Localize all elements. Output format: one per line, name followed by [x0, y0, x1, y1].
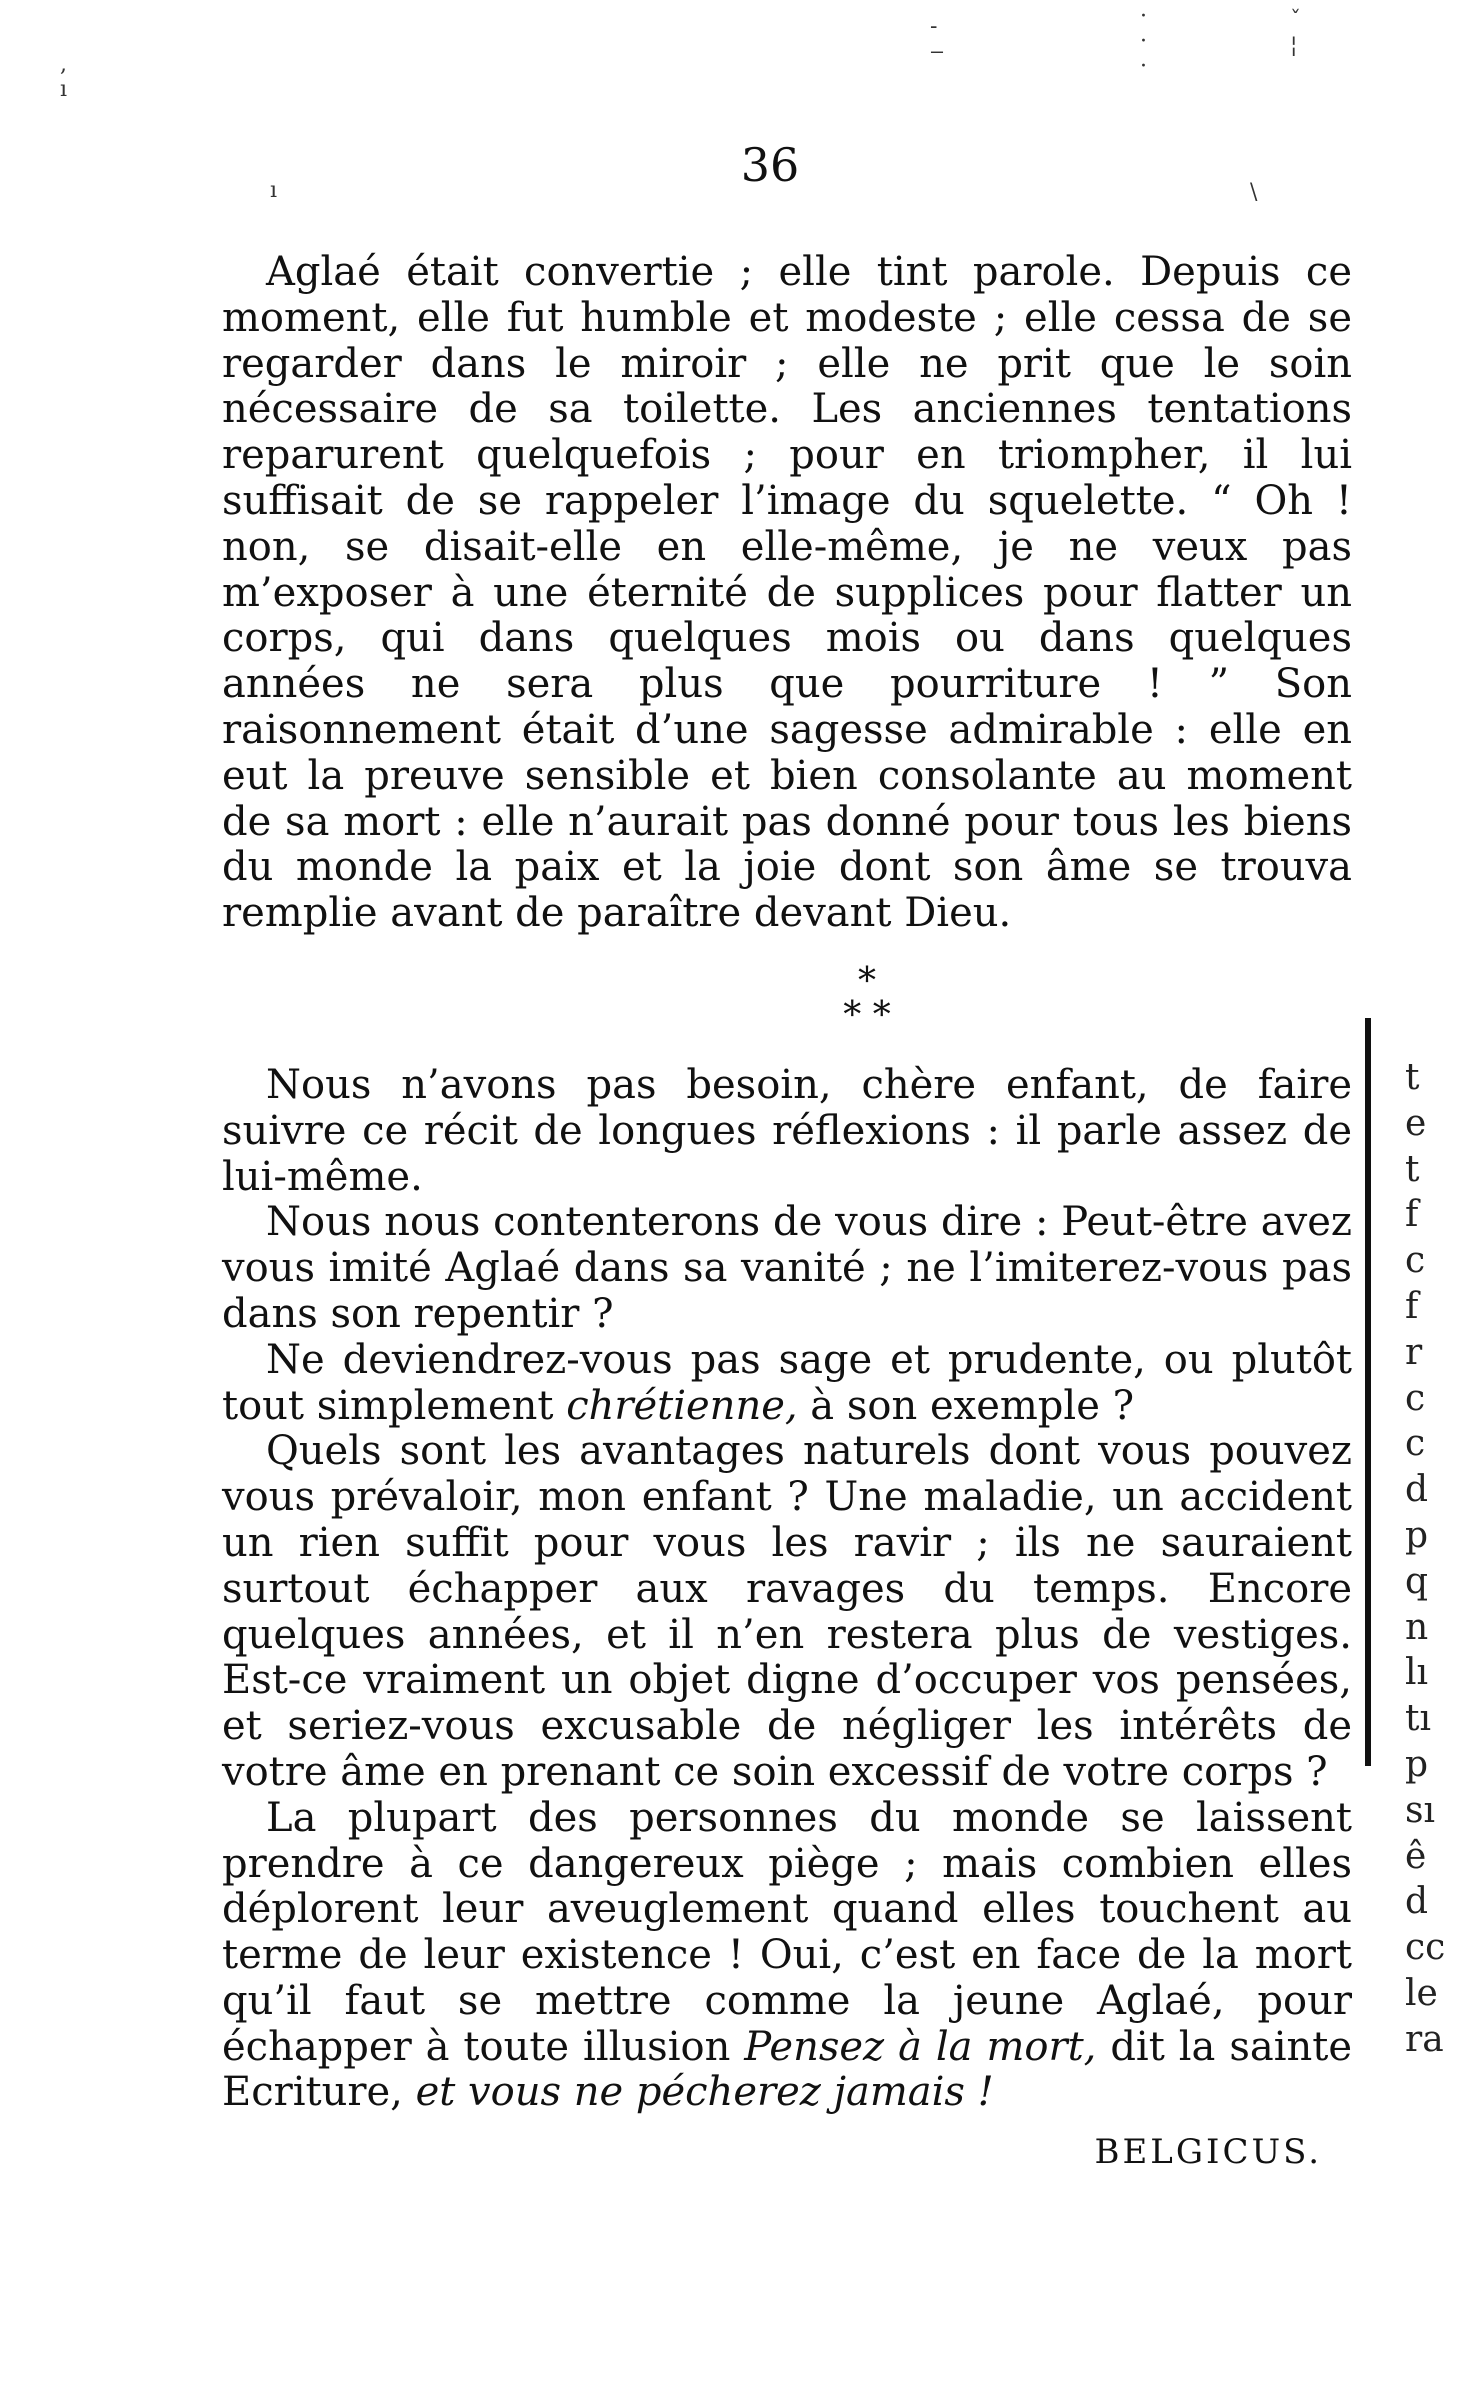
paragraph-chretienne-start: Ne deviendrez-vous pas sage et prudente, ou plutôt tout simplement — [222, 1336, 1352, 1429]
margin-letter: q — [1405, 1560, 1429, 1602]
facing-page-fragment — [1405, 1055, 1460, 2063]
paragraph-chretienne-end: à son exemple ? — [797, 1382, 1135, 1429]
paragraph-avantages: Quels sont les avantages naturels dont vous pouvez vous prévaloir, mon enfant ? Une maladie, un accident un rien suffit pour vous les ravir ; ils ne sauraient surtout échapper aux ravages du temps. Encore quelques années, et il n’en restera plus de vestiges. Est-ce vraiment un objet digne d’occuper vos pensées, et seriez-vous excusable de négliger les intérêts de votre âme en prenant ce soin excessif de votre corps ? — [222, 1428, 1352, 1795]
margin-letter: p — [1405, 1743, 1429, 1785]
margin-letter: t — [1405, 1057, 1420, 1098]
paragraph-conversion: Aglaé était convertie ; elle tint parole. Depuis ce moment, elle fut humble et modeste ; elle cessa de se regarder dans le miroir ; elle ne prit que le soin nécessaire de sa toilette. Les anciennes tentations reparurent quelquefois ; pour en triompher, il lui suffisait de se rappeler l’image du squelette. “ Oh ! non, se disait-elle en elle-même, je ne veux pas m’exposer à une éternité de supplices pour flatter un corps, qui dans quelques mois ou dans quelques années ne sera plus que pourriture ! ” Son raisonnement était d’une sagesse admirable : elle en eut la preuve sensible et bien consolante au moment de sa mort : elle n’aurait pas donné pour tous les biens du monde la paix et la joie dont son âme se trouva remplie avant de paraître devant Dieu. — [222, 249, 1352, 937]
margin-letter: le — [1405, 1972, 1438, 2014]
margin-letter: r — [1405, 1331, 1423, 1373]
paragraph-chretienne-italic: chrétienne, — [566, 1382, 798, 1429]
body-text — [222, 250, 1352, 2176]
margin-letter: d — [1405, 1881, 1429, 1923]
margin-letter: f — [1405, 1285, 1419, 1327]
margin-letter: c — [1405, 1423, 1426, 1465]
paragraph-mort-start: La plupart des personnes du monde se laissent prendre à ce dangereux piège ; mais combien elles déplorent leur aveuglement quand elles touchent au terme de leur existence ! Oui, c’est en face de la mort qu’il faut se mettre comme la jeune Aglaé, pour échapper à toute illusion — [222, 1794, 1352, 2070]
asterism-top-star: * — [858, 960, 876, 1002]
paragraph-mort-italic-ending: et vous ne pécherez jamais ! — [415, 2069, 994, 2116]
paragraph-mort-middle: dit la sainte Ecriture, — [222, 2023, 1352, 2116]
margin-letter: cc — [1405, 1927, 1446, 1969]
asterism — [302, 960, 1432, 1036]
paragraph-mort-italic-quote: Pensez à la mort, — [744, 2023, 1097, 2070]
margin-letter: c — [1405, 1377, 1426, 1419]
margin-letter: tı — [1405, 1698, 1431, 1740]
margin-letter: ra — [1405, 2018, 1444, 2060]
gutter-shadow — [1365, 1018, 1371, 1766]
margin-letter: t — [1405, 1148, 1420, 1190]
margin-letter: sı — [1405, 1789, 1435, 1831]
paragraph-reflexions: Nous n’avons pas besoin, chère enfant, de faire suivre ce récit de longues réflexions : il parle assez de lui-même. — [222, 1061, 1352, 1200]
author-signature: BELGICUS. — [1094, 2132, 1322, 2173]
margin-letter: e — [1405, 1102, 1427, 1144]
margin-letter: d — [1405, 1469, 1429, 1511]
paragraph-chretienne — [222, 1338, 1352, 1430]
paragraph-mort — [222, 1796, 1352, 2117]
margin-letter: c — [1405, 1240, 1426, 1282]
asterism-bottom-stars: * * — [843, 994, 891, 1036]
margin-letter: f — [1405, 1194, 1419, 1236]
page-number: 36 — [740, 138, 800, 192]
margin-letter: lı — [1405, 1652, 1429, 1694]
book-page: , ı - ‒ · · · ˇ ¦ ı \ 36 Aglaé était convertie ; elle tint parole. Depuis ce moment, elle fut humble et modeste ; elle cessa de se regarder dans le miroir ; elle ne prit que le soin nécessaire de sa toilette. Les anciennes tentations reparurent quelquefois ; pour en triompher, il lui suffisait de se rappeler l’image du squelette. “ Oh ! non, se disait-elle en elle-même, je ne veux pas m’exposer à une éternité de supplices pour flatter un corps, qui dans quelques mois ou dans quelques années ne sera plus que pourriture ! ” Son raisonnement était d’une sagesse admirable : elle en eut la preuve sensible et bien consolante au moment de sa mort : elle n’aurait pas donné pour tous les biens du monde la paix et la joie dont son âme se trouva remplie avant de paraître devant Dieu. * * * Nous n’avons pas besoin, chère enfant, de faire suivre ce récit de longues réflexions : il parle assez de lui-même. Nous nous contenterons de vous dire : Peut-être avez vous imité Aglaé dans sa vanité ; ne l’imiterez-vous pas dans son repentir ? Ne deviendrez-vous pas sage et prudente, ou plutôt tout simplement chrétienne, à son exemple ? Quels sont les avantages naturels dont vous pouvez vous prévaloir, mon enfant ? Une maladie, un accident un rien suffit pour vous les ravir ; ils ne sauraient surtout échapper aux ravages du temps. Encore quelques années, et il n’en restera plus de vestiges. Est-ce vraiment un objet digne d’occuper vos pensées, et seriez-vous excusable de négliger les intérêts de votre âme en prenant ce soin excessif de votre corps ? La plupart des personnes du monde se laissent prendre à ce dangereux piège ; mais combien elles déplorent leur aveuglement quand elles touchent au terme de leur existence ! Oui, c’est en face de la mort qu’il faut se mettre comme la jeune Aglaé, pour échapper à toute illusion Pensez à la mort, dit la sainte Ecriture, et vous ne pécherez jamais ! BELGICUS. t e t f c f r c c d p q n lı tı p sı ê d cc le ra — [0, 0, 1460, 2392]
margin-letter: p — [1405, 1514, 1429, 1556]
margin-letter: n — [1405, 1606, 1429, 1648]
margin-letter: ê — [1405, 1835, 1427, 1877]
paragraph-repentir: Nous nous contenterons de vous dire : Peut-être avez vous imité Aglaé dans sa vanité ; ne l’imiterez-vous pas dans son repentir ? — [222, 1199, 1352, 1337]
